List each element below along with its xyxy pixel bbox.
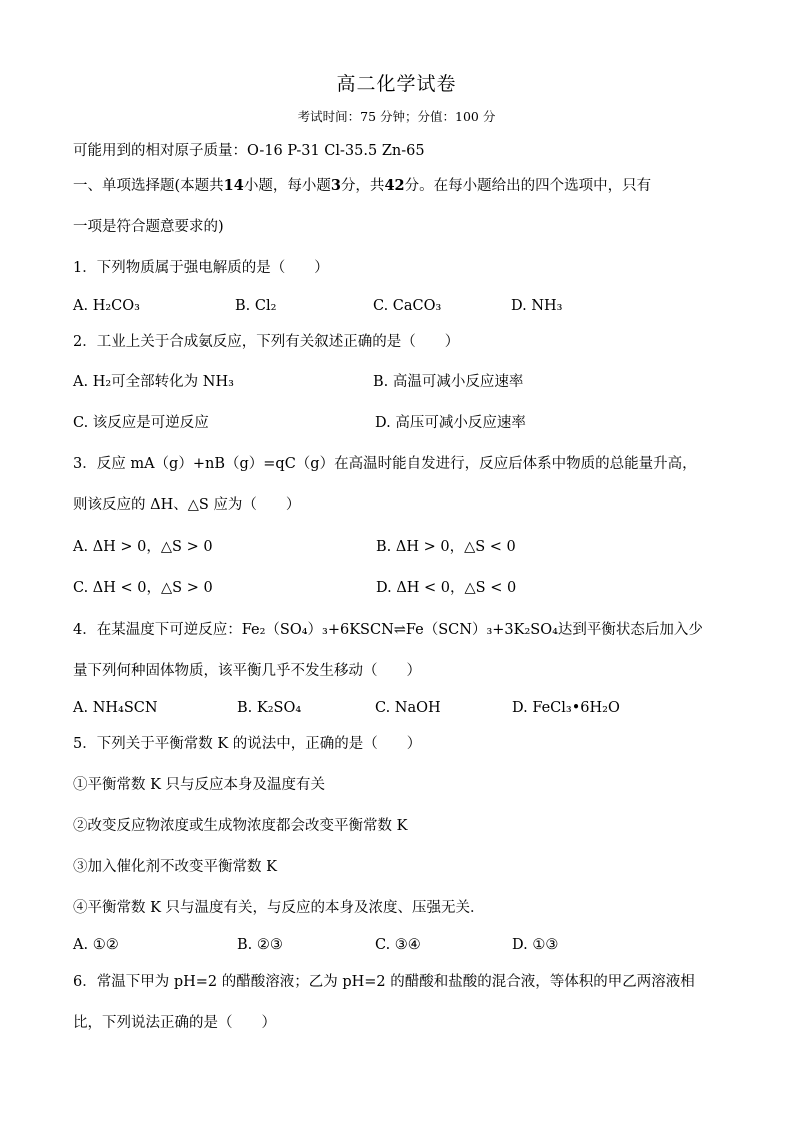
question-1-option-c: C. CaCO₃ <box>373 298 442 314</box>
question-2-option-a: A. H₂可全部转化为 NH₃ <box>73 374 234 390</box>
question-count: 14 <box>223 177 244 194</box>
question-3-stem-line2: 则该反应的 ΔH、△S 应为（ ） <box>73 497 301 513</box>
question-1-option-a: A. H₂CO₃ <box>73 298 140 314</box>
question-4-option-a: A. NH₄SCN <box>73 700 158 716</box>
question-5-statement-2: ②改变反应物浓度或生成物浓度都会改变平衡常数 K <box>73 818 408 834</box>
total-points: 42 <box>384 177 405 194</box>
question-5-option-d: D. ①③ <box>512 937 559 953</box>
points-per-question: 3 <box>330 177 341 194</box>
section-heading-part: 分。在每小题给出的四个选项中，只有 <box>404 178 652 194</box>
question-3-option-b: B. ΔH > 0，△S < 0 <box>376 539 516 555</box>
page-title: 高二化学试卷 <box>336 73 457 95</box>
question-6-stem-line1: 6．常温下甲为 pH=2 的醋酸溶液；乙为 pH=2 的醋酸和盐酸的混合液，等体积的甲乙两溶液相 <box>73 974 695 990</box>
question-5-option-a: A. ①② <box>73 937 119 953</box>
section-heading-line2: 一项是符合题意要求的) <box>73 219 224 235</box>
question-4-option-c: C. NaOH <box>375 700 441 716</box>
question-2-option-d: D. 高压可减小反应速率 <box>375 415 526 431</box>
question-5-option-b: B. ②③ <box>237 937 283 953</box>
question-4-stem-line2: 量下列何种固体物质，该平衡几乎不发生移动（ ） <box>73 663 421 679</box>
section-heading-part: 一、单项选择题(本题共 <box>73 178 224 194</box>
question-6-stem-line2: 比，下列说法正确的是（ ） <box>73 1015 276 1031</box>
question-1-option-d: D. NH₃ <box>511 298 563 314</box>
section-heading-part: 小题，每小题 <box>243 178 331 194</box>
question-4-option-d: D. FeCl₃•6H₂O <box>512 700 620 716</box>
question-2-option-c: C. 该反应是可逆反应 <box>73 415 209 431</box>
section-heading-part: 分，共 <box>340 178 385 194</box>
exam-info: 考试时间：75 分钟；分值：100 分 <box>297 109 496 124</box>
question-1-option-b: B. Cl₂ <box>235 298 277 314</box>
section-heading <box>73 176 651 196</box>
question-5-statement-4: ④平衡常数 K 只与温度有关，与反应的本身及浓度、压强无关． <box>73 900 485 916</box>
question-4-option-b: B. K₂SO₄ <box>237 700 302 716</box>
question-3-option-d: D. ΔH < 0，△S < 0 <box>376 580 517 596</box>
question-1-stem: 1．下列物质属于强电解质的是（ ） <box>73 260 329 276</box>
atomic-mass-note: 可能用到的相对原子质量：O-16 P-31 Cl-35.5 Zn-65 <box>73 143 425 159</box>
question-3-stem-line1: 3．反应 mA（g）+nB（g）=qC（g）在高温时能自发进行，反应后体系中物质的总能量升高， <box>73 456 697 472</box>
question-5-option-c: C. ③④ <box>375 937 421 953</box>
question-5-stem: 5．下列关于平衡常数 K 的说法中，正确的是（ ） <box>73 736 422 752</box>
question-3-option-a: A. ΔH > 0，△S > 0 <box>73 539 213 555</box>
question-2-option-b: B. 高温可减小反应速率 <box>373 374 524 390</box>
question-5-statement-3: ③加入催化剂不改变平衡常数 K <box>73 859 277 875</box>
question-5-statement-1: ①平衡常数 K 只与反应本身及温度有关 <box>73 777 326 793</box>
question-2-stem: 2．工业上关于合成氨反应，下列有关叙述正确的是（ ） <box>73 334 460 350</box>
question-3-option-c: C. ΔH < 0，△S > 0 <box>73 580 213 596</box>
question-4-stem-line1: 4．在某温度下可逆反应：Fe₂（SO₄）₃+6KSCN⇌Fe（SCN）₃+3K₂SO₄达到平衡状态后加入少 <box>73 622 703 638</box>
